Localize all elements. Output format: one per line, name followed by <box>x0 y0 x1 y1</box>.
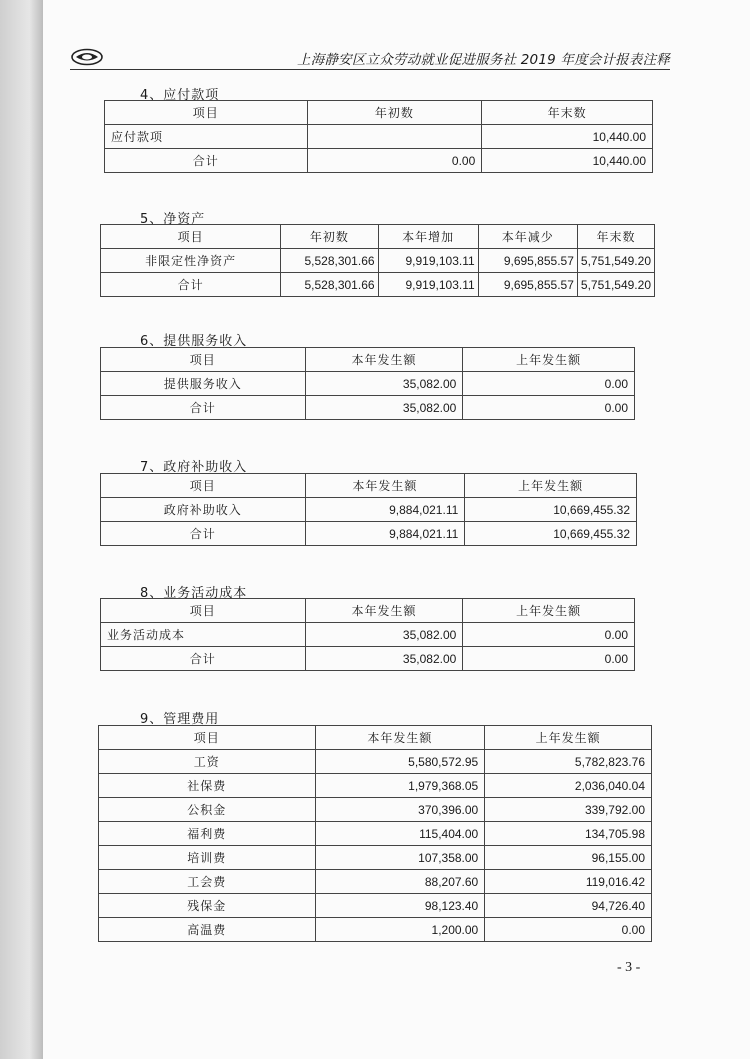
section-title-business-cost: 8、业务活动成本 <box>140 586 248 601</box>
column-header: 本年发生额 <box>315 726 485 750</box>
payables-table <box>104 100 653 173</box>
column-header: 年末数 <box>577 225 654 249</box>
table-header-row <box>105 101 653 125</box>
cell-value: 35,082.00 <box>305 396 463 420</box>
row-label: 非限定性净资产 <box>101 249 281 273</box>
page-number: - 3 - <box>617 960 641 975</box>
service-income-table <box>100 347 635 420</box>
table-row <box>99 822 652 846</box>
row-label: 合计 <box>101 522 306 546</box>
column-header: 上年发生额 <box>485 726 652 750</box>
cell-value: 10,669,455.32 <box>465 522 637 546</box>
row-label: 工会费 <box>99 870 316 894</box>
cell-value: 0.00 <box>463 372 635 396</box>
column-header: 本年发生额 <box>305 348 463 372</box>
table-row <box>99 894 652 918</box>
cell-value: 0.00 <box>463 623 635 647</box>
cell-value: 107,358.00 <box>315 846 485 870</box>
cell-value: 0.00 <box>485 918 652 942</box>
column-header: 年初数 <box>281 225 378 249</box>
cell-value: 0.00 <box>463 647 635 671</box>
row-label: 公积金 <box>99 798 316 822</box>
table-row-total <box>105 149 653 173</box>
row-label: 工资 <box>99 750 316 774</box>
gov-subsidy-table <box>100 473 637 546</box>
cell-value: 339,792.00 <box>485 798 652 822</box>
row-label: 应付款项 <box>105 125 308 149</box>
table-row <box>101 372 635 396</box>
row-label: 合计 <box>101 273 281 297</box>
cell-value: 9,884,021.11 <box>305 498 465 522</box>
cell-value: 9,695,855.57 <box>478 249 577 273</box>
row-label: 合计 <box>105 149 308 173</box>
row-label: 提供服务收入 <box>101 372 306 396</box>
cell-value: 10,669,455.32 <box>465 498 637 522</box>
column-header: 上年发生额 <box>463 348 635 372</box>
cell-value: 98,123.40 <box>315 894 485 918</box>
table-row <box>105 125 653 149</box>
section-title-payables: 4、应付款项 <box>140 88 220 103</box>
cell-value: 9,695,855.57 <box>478 273 577 297</box>
cell-value: 35,082.00 <box>305 623 463 647</box>
column-header: 项目 <box>101 348 306 372</box>
column-header: 上年发生额 <box>463 599 635 623</box>
table-header-row <box>101 225 655 249</box>
cell-value: 370,396.00 <box>315 798 485 822</box>
table-row <box>99 870 652 894</box>
column-header: 上年发生额 <box>465 474 637 498</box>
row-label: 合计 <box>101 647 306 671</box>
table-row <box>101 623 635 647</box>
section-title-admin-expenses: 9、管理费用 <box>140 712 220 727</box>
binding-edge <box>0 0 42 1059</box>
column-header: 项目 <box>101 225 281 249</box>
cell-value: 1,200.00 <box>315 918 485 942</box>
net-assets-table <box>100 224 655 297</box>
table-row <box>99 774 652 798</box>
cell-value: 0.00 <box>463 396 635 420</box>
table-header-row <box>101 599 635 623</box>
business-cost-table <box>100 598 635 671</box>
column-header: 项目 <box>101 474 306 498</box>
row-label: 残保金 <box>99 894 316 918</box>
cell-value: 115,404.00 <box>315 822 485 846</box>
table-row <box>99 750 652 774</box>
table-header-row <box>101 348 635 372</box>
row-label: 培训费 <box>99 846 316 870</box>
row-label: 政府补助收入 <box>101 498 306 522</box>
cell-value: 1,979,368.05 <box>315 774 485 798</box>
cell-value: 10,440.00 <box>482 149 653 173</box>
table-row <box>99 846 652 870</box>
cell-value: 10,440.00 <box>482 125 653 149</box>
cell-value: 0.00 <box>307 149 482 173</box>
cell-value: 9,919,103.11 <box>378 249 478 273</box>
table-header-row <box>101 474 637 498</box>
column-header: 年初数 <box>307 101 482 125</box>
cell-value: 5,751,549.20 <box>577 273 654 297</box>
table-row <box>101 249 655 273</box>
cell-value: 5,751,549.20 <box>577 249 654 273</box>
cell-value: 9,884,021.11 <box>305 522 465 546</box>
column-header: 本年增加 <box>378 225 478 249</box>
row-label: 福利费 <box>99 822 316 846</box>
table-row-total <box>101 396 635 420</box>
cell-value: 5,528,301.66 <box>281 249 378 273</box>
cell-value: 35,082.00 <box>305 647 463 671</box>
column-header: 本年发生额 <box>305 474 465 498</box>
table-row-total <box>101 647 635 671</box>
column-header: 本年减少 <box>478 225 577 249</box>
table-row-total <box>101 273 655 297</box>
section-title-gov-subsidy: 7、政府补助收入 <box>140 460 248 475</box>
cell-value: 5,580,572.95 <box>315 750 485 774</box>
section-title-service-income: 6、提供服务收入 <box>140 334 248 349</box>
row-label: 高温费 <box>99 918 316 942</box>
cell-value: 134,705.98 <box>485 822 652 846</box>
table-row <box>101 498 637 522</box>
cell-value: 5,782,823.76 <box>485 750 652 774</box>
cell-value: 119,016.42 <box>485 870 652 894</box>
cell-value: 88,207.60 <box>315 870 485 894</box>
page-header <box>70 44 670 70</box>
row-label: 合计 <box>101 396 306 420</box>
cell-value: 94,726.40 <box>485 894 652 918</box>
organization-logo-icon <box>70 48 104 66</box>
cell-value: 9,919,103.11 <box>378 273 478 297</box>
column-header: 项目 <box>105 101 308 125</box>
row-label: 社保费 <box>99 774 316 798</box>
column-header: 本年发生额 <box>305 599 463 623</box>
cell-value: 96,155.00 <box>485 846 652 870</box>
cell-value <box>307 125 482 149</box>
table-header-row <box>99 726 652 750</box>
row-label: 业务活动成本 <box>101 623 306 647</box>
admin-expenses-table <box>98 725 652 942</box>
column-header: 项目 <box>101 599 306 623</box>
column-header: 项目 <box>99 726 316 750</box>
column-header: 年末数 <box>482 101 653 125</box>
table-row <box>99 918 652 942</box>
section-title-net-assets: 5、净资产 <box>140 212 206 227</box>
table-row <box>99 798 652 822</box>
cell-value: 5,528,301.66 <box>281 273 378 297</box>
cell-value: 2,036,040.04 <box>485 774 652 798</box>
cell-value: 35,082.00 <box>305 372 463 396</box>
table-row-total <box>101 522 637 546</box>
header-title: 上海静安区立众劳动就业促进服务社 2019 年度会计报表注释 <box>297 52 670 68</box>
